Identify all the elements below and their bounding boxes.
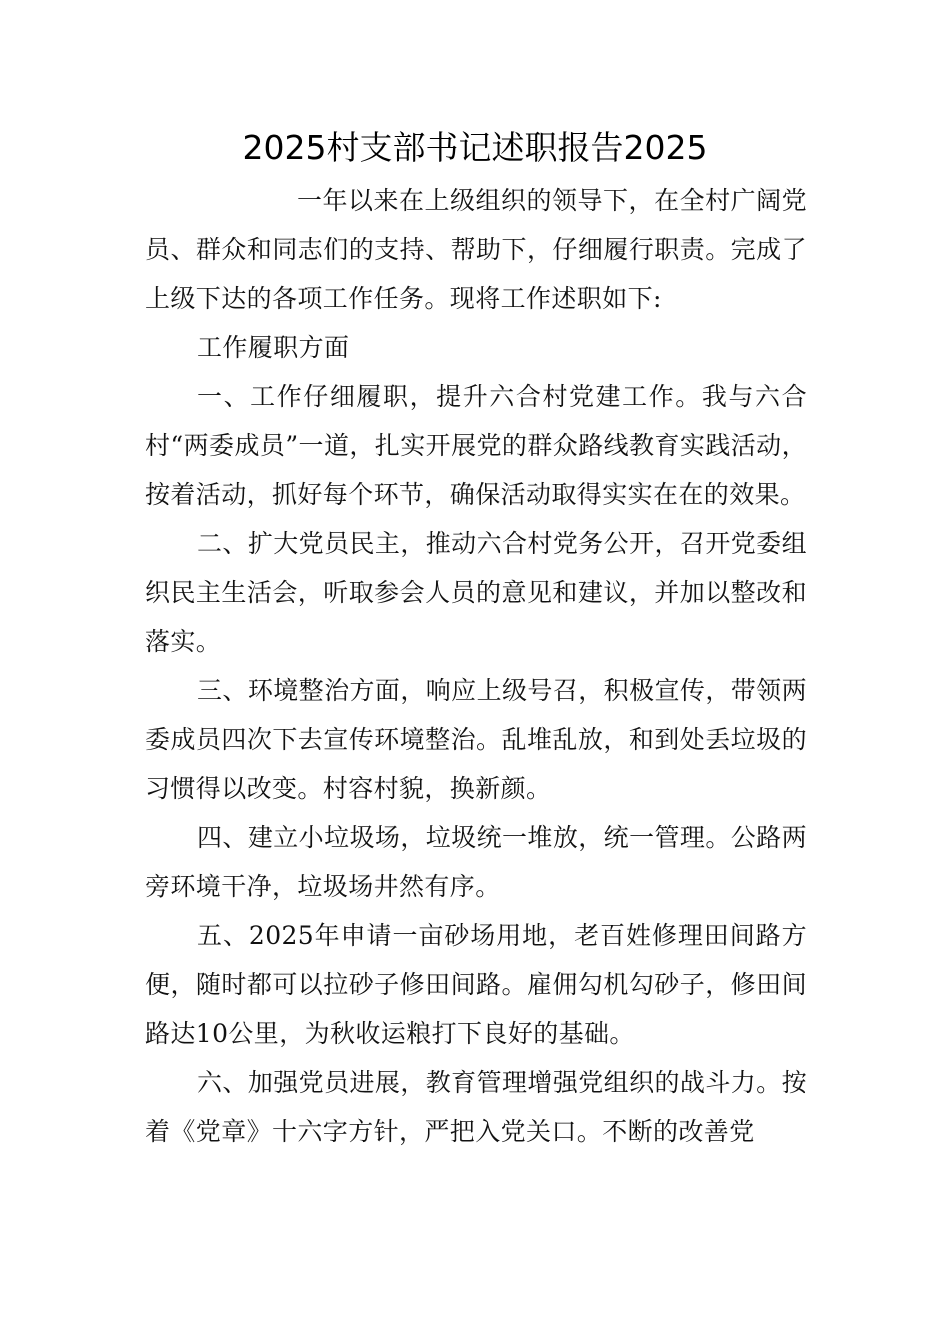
section-heading: 工作履职方面 — [197, 333, 350, 362]
document-body — [145, 176, 807, 1156]
paragraph-6: 六、加强党员进展，教育管理增强党组织的战斗力。按着《党章》十六字方针，严把入党关口。不断的改善党 — [145, 1068, 807, 1146]
paragraph-4: 四、建立小垃圾场，垃圾统一堆放，统一管理。公路两旁环境干净，垃圾场井然有序。 — [145, 823, 807, 901]
paragraph-3: 三、环境整治方面，响应上级号召，积极宣传，带领两委成员四次下去宣传环境整治。乱堆乱放，和到处丢垃圾的习惯得以改变。村容村貌，换新颜。 — [145, 676, 807, 803]
paragraph-1: 一、工作仔细履职，提升六合村党建工作。我与六合村“两委成员”一道，扎实开展党的群众路线教育实践活动，按着活动，抓好每个环节，确保活动取得实实在在的效果。 — [145, 382, 807, 509]
paragraph-5: 五、2025年申请一亩砂场用地，老百姓修理田间路方便，随时都可以拉砂子修田间路。雇佣勾机勾砂子，修田间路达10公里，为秋收运粮打下良好的基础。 — [145, 921, 807, 1048]
intro-paragraph: 一年以来在上级组织的领导下，在全村广阔党员、群众和同志们的支持、帮助下，仔细履行职责。完成了上级下达的各项工作任务。现将工作述职如下: — [145, 186, 807, 313]
document-title: 2025村支部书记述职报告2025 — [242, 128, 708, 167]
paragraph-2: 二、扩大党员民主，推动六合村党务公开，召开党委组织民主生活会，听取参会人员的意见和建议，并加以整改和落实。 — [145, 529, 807, 656]
